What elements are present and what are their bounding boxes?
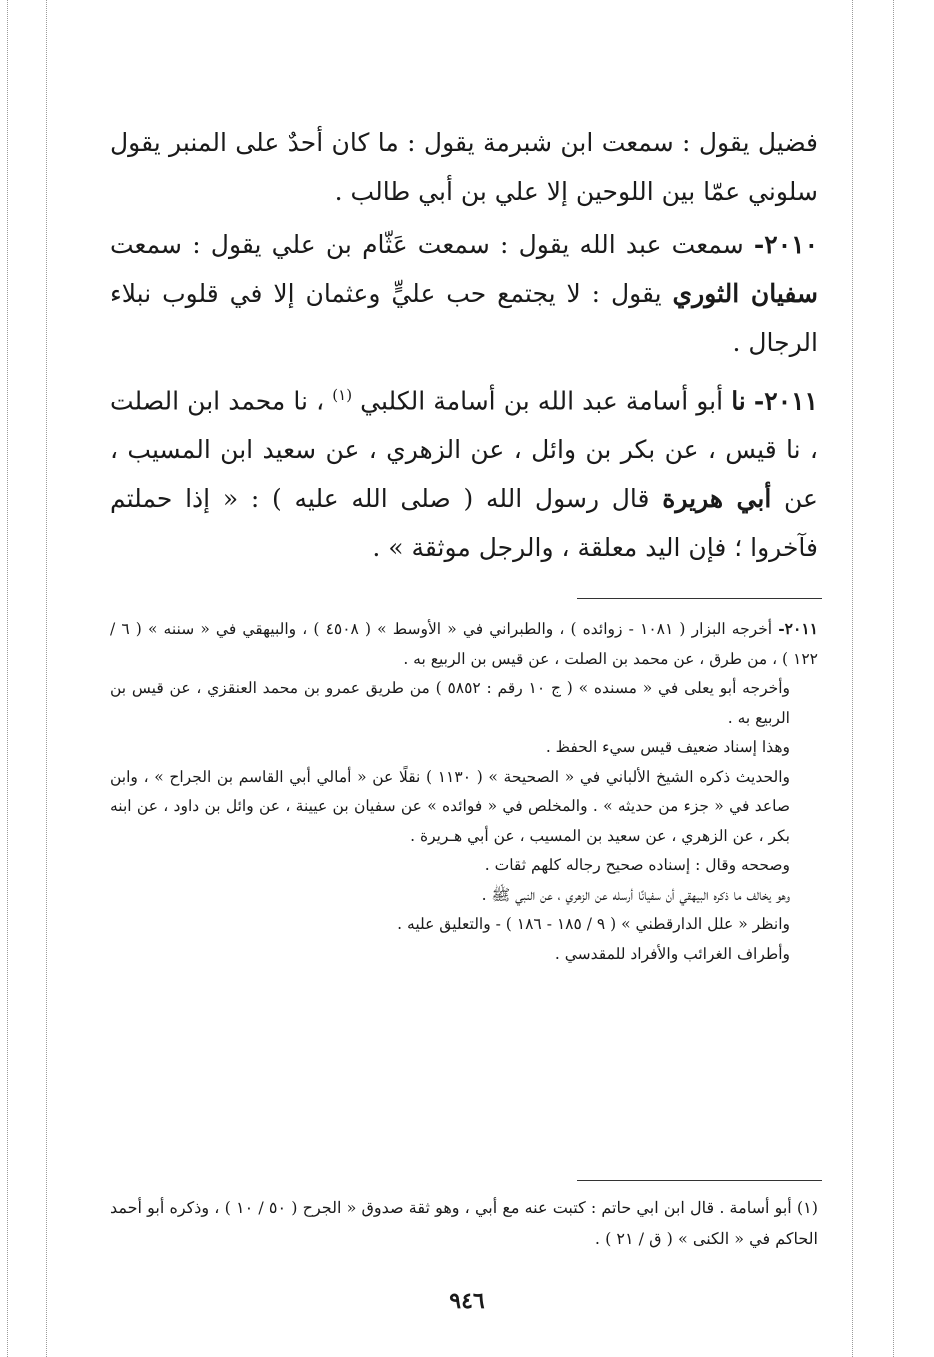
note-line: وأطراف الغرائب والأفراد للمقدسي . [554, 944, 790, 963]
hadith-text: يقول : لا يجتمع حب عليٍّ وعثمان إلا في قلوب نبلاء الرجال . [110, 279, 818, 357]
scan-guide-line [46, 0, 47, 1357]
footnote-text: أبو أسامة . قال ابن ابي حاتم : كتبت عنه مع أبي ، وهو ثقة صدوق « الجرح ( ٥٠ / ١٠ ) ، وذكره أبو أحمد الحاكم في « الكنى » ( ق / ٢١ ) . [110, 1198, 818, 1248]
note-line: وانظر « علل الدارقطني » ( ٩ / ١٨٥ - ١٨٦ ) - والتعليق عليه . [397, 915, 790, 933]
scan-guide-line [852, 0, 853, 1357]
footnote-reference: (١) [332, 386, 353, 404]
footnote-line [110, 1192, 818, 1254]
hadith-number: ٢٠١١- [753, 386, 818, 416]
note-number: ٢٠١١- [778, 619, 818, 638]
note-line [110, 614, 818, 674]
note-line: وأخرجه أبو يعلى في « مسنده » ( ج ١٠ رقم : ٥٨٥٢ ) من طريق عمرو بن محمد العنقزي ، عن قيس بن الربيع به . [110, 679, 790, 727]
page-number: ٩٤٦ [449, 1288, 485, 1314]
hadith-2010 [110, 220, 818, 367]
paragraph-text: فضيل يقول : سمعت ابن شبرمة يقول : ما كان أحدٌ على المنبر يقول سلوني عمّا بين اللوحين إلا علي بن أبي طالب . [110, 128, 818, 206]
footnote [110, 1192, 818, 1254]
scan-guide-line [7, 0, 8, 1357]
scan-guide-line [893, 0, 894, 1357]
note-line: والحديث ذكره الشيخ الألباني في « الصحيحة » ( ١١٣٠ ) نقلًا عن « أمالي أبي القاسم بن الجراح » ، وابن صاعد في « جزء من حديثه » . والمخلص في « فوائده » عن سفيان بن عيينة ، عن وائل بن داود ، عن ابنه بكر ، عن الزهري ، عن سعيد بن المسيب ، عن أبي هـريرة . [110, 767, 790, 845]
paragraph-continuation [110, 118, 818, 216]
note-line: وصححه وقال : إسناده صحيح رجاله كلهم ثقات . [484, 856, 790, 874]
note-line: وهذا إسناد ضعيف قيس سيء الحفظ . [545, 738, 790, 756]
hadith-2011 [110, 371, 818, 572]
main-text [110, 118, 818, 576]
note-text: أخرجه البزار ( ١٠٨١ - زوائده ) ، والطبراني في « الأوسط » ( ٤٥٠٨ ) ، والبيهقي في « سننه » ( ٦ / ١٢٢ ) ، من طرق ، عن محمد بن الصلت ، عن قيس بن الربيع به . [110, 620, 818, 668]
footnote-separator [577, 1180, 822, 1181]
notes-separator [577, 598, 822, 599]
takhrij-notes [110, 614, 818, 969]
footnote-marker: (١) [796, 1198, 818, 1217]
companion-name: أبي هريرة [662, 484, 772, 514]
hadith-number: ٢٠١٠- [753, 230, 818, 259]
hadith-text: سمعت عبد الله يقول : سمعت عَثّام بن علي يقول : سمعت [110, 230, 744, 259]
narration-marker: نا [731, 386, 746, 416]
hadith-text: أبو أسامة عبد الله بن أسامة الكلبي [360, 386, 724, 416]
narrator-name: سفيان الثوري [672, 279, 818, 308]
note-line: وهو يخالف ما ذكره البيهقي أن سفيانًا أرسله عن الزهري ، عن النبي ﷺ . [481, 885, 790, 904]
hadith-text: ، نا محمد ابن الصلت ، نا قيس ، عن بكر بن وائل ، عن الزهري ، عن سعيد ابن المسيب ، عن [110, 386, 818, 514]
hadith-text: قال رسول الله ( صلى الله عليه ) : « إذا حملتم فآخروا ؛ فإن اليد معلقة ، والرجل موثقة » . [110, 484, 818, 563]
